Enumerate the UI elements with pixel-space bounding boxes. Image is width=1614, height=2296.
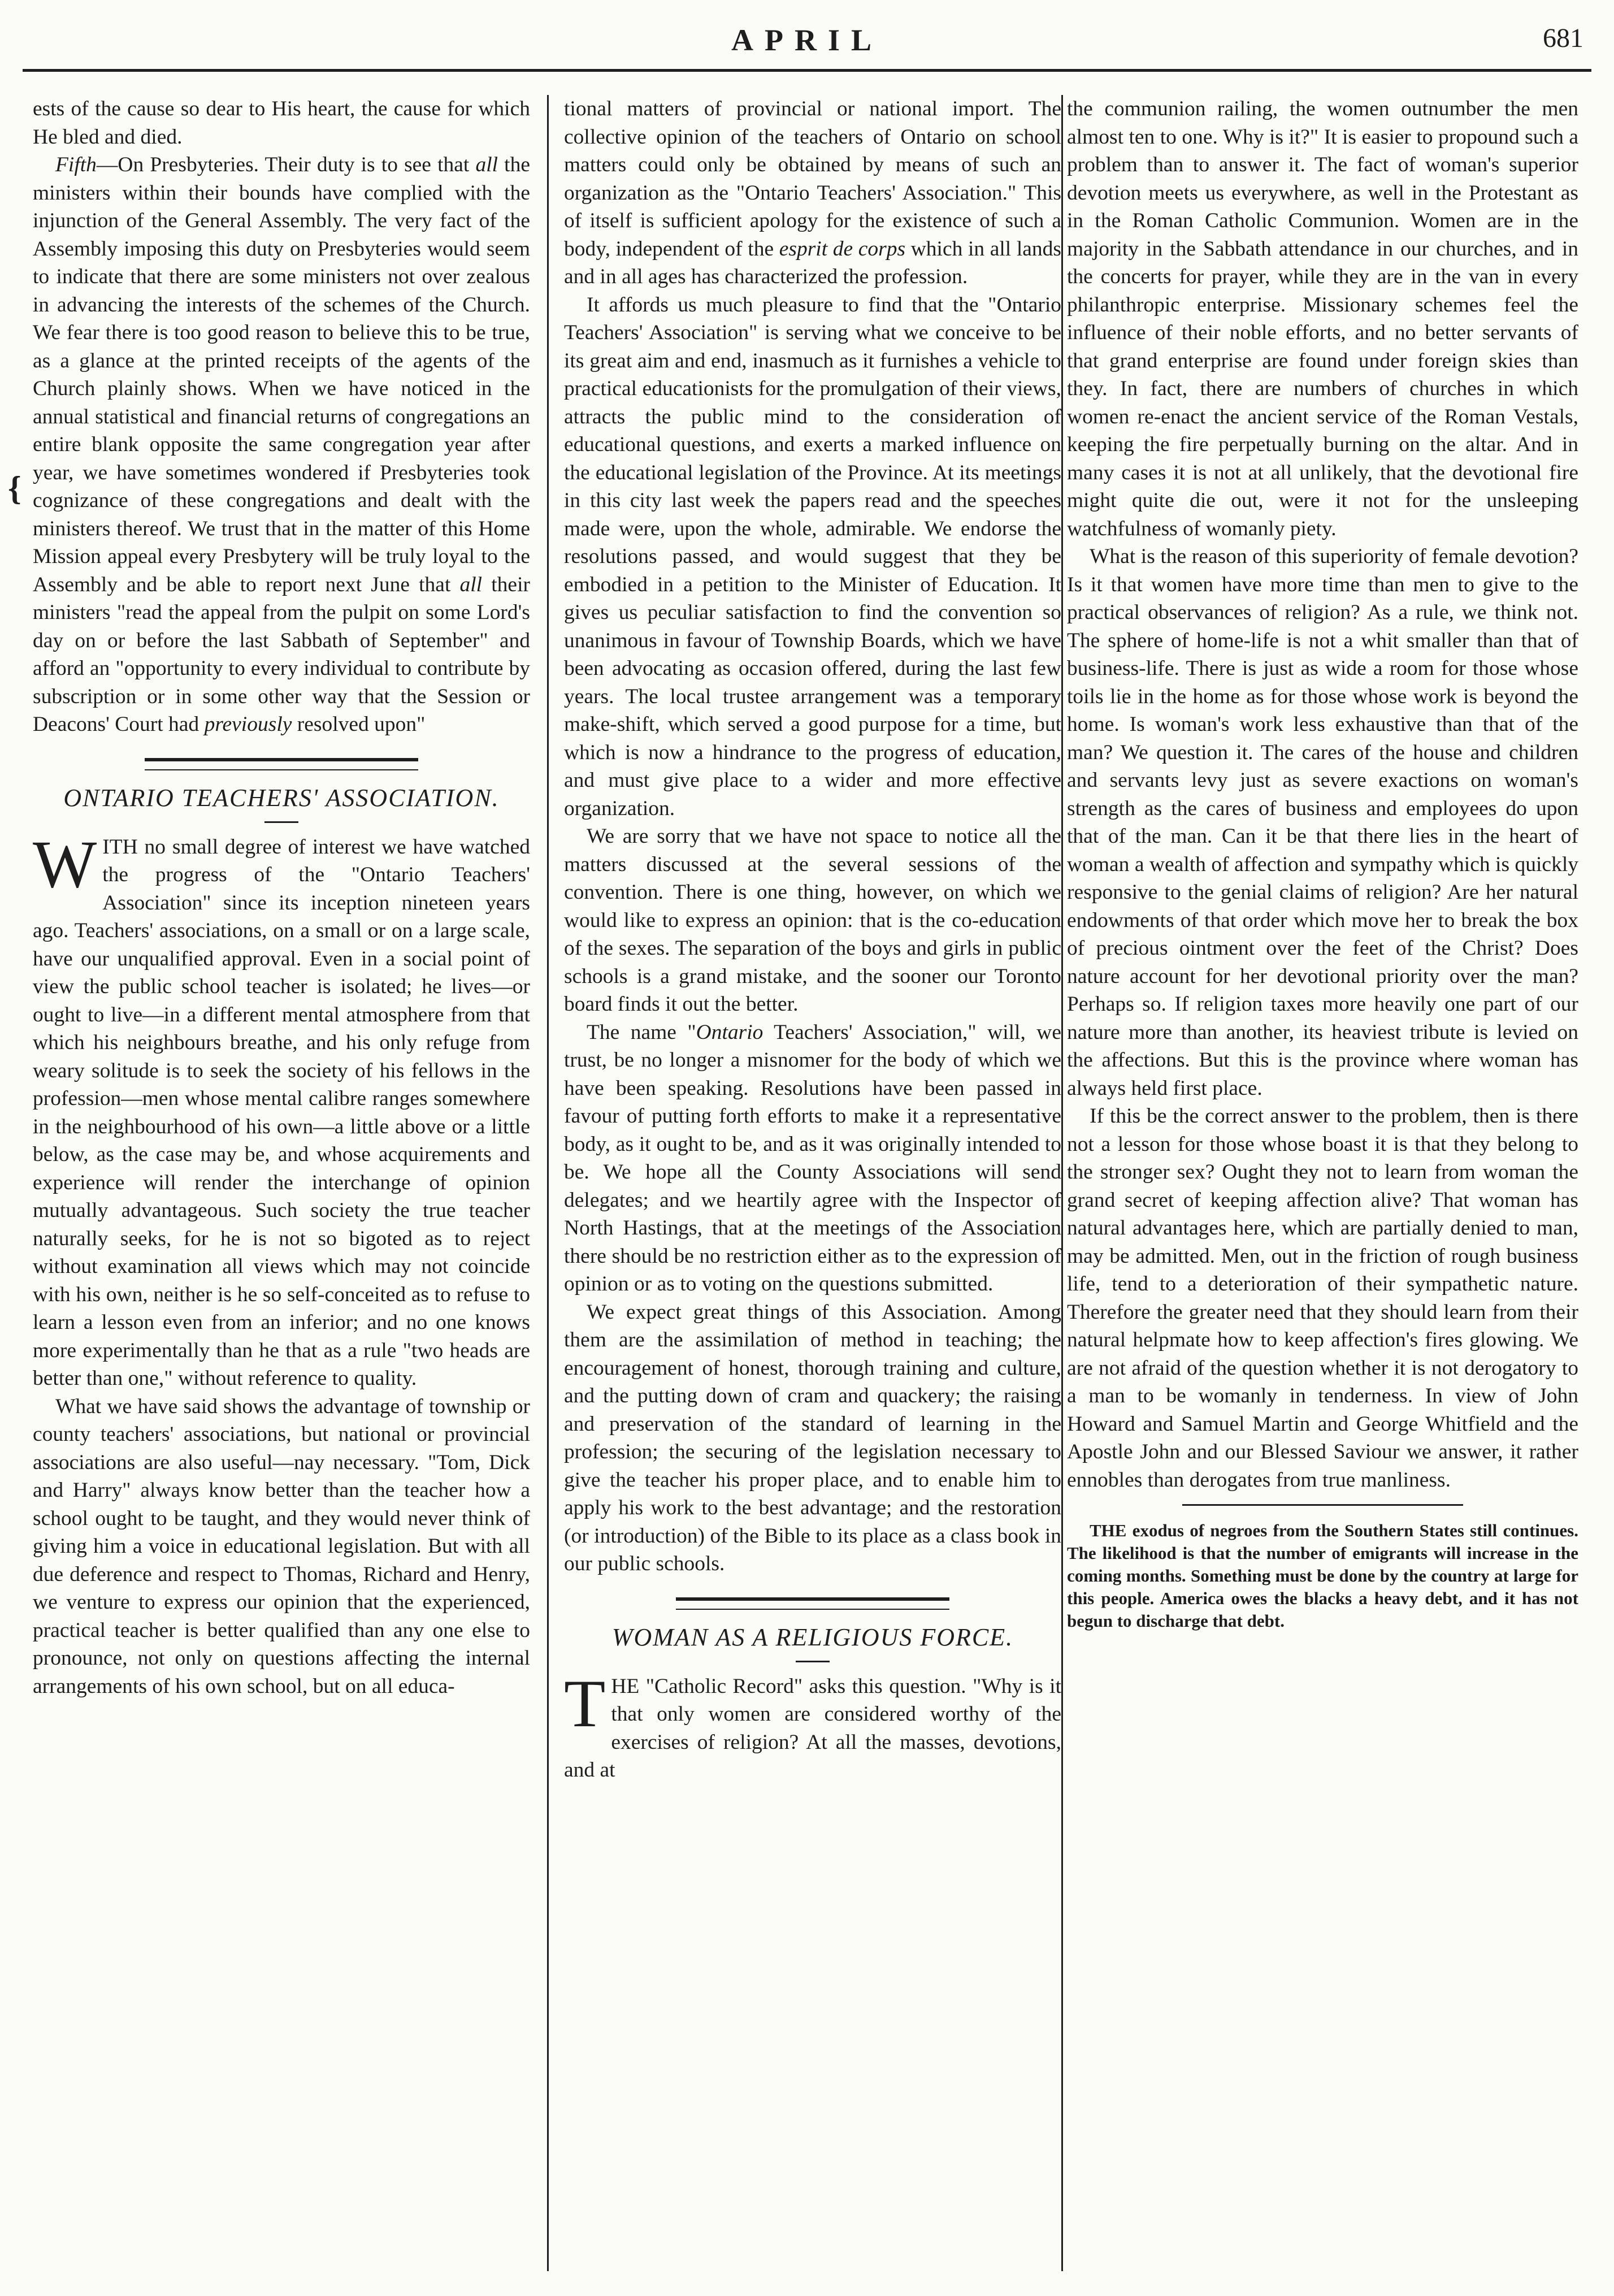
emphasis: all: [475, 153, 498, 176]
paragraph: ests of the cause so dear to His heart, the cause for which He bled and died.: [33, 97, 530, 149]
text-run: ITH no small degree of interest we have watched the progress of the "Ontario Teachers' Association" since its inception nineteen years ago. Teachers' associations, on a small or on a large scale, have our unqualified approval. Even in a social point of view the public school teacher is isolated; he lives—or ought to live—in a different mental atmosphere from that which his neighbours breathe, and his only refuge from weary solitude is to seek the society of his fellows in the profession—men whose mental calibre ranges somewhere in the neighbourhood of his own—a little above or a little below, as the case may be, and whose acquirements and experience will render the interchange of opinion mutually advantageous. Such society the true teacher naturally seeks, for he is not so bigoted as to reject without examination all views which may not coincide with his own, neither is he so self-conceited as to refuse to learn a lesson even from an inferior; and no one knows more experimentally than he that as a rule "two heads are better than one," without reference to quality.: [33, 835, 530, 1390]
footnote-rule: [1182, 1504, 1464, 1506]
paragraph: [564, 1665, 1061, 1784]
drop-cap: T: [564, 1665, 606, 1741]
heading-rule: [264, 821, 298, 823]
margin-mark: {: [8, 470, 21, 507]
text-run: —On Presbyteries. Their duty is to see that: [96, 153, 476, 176]
text-run: HE "Catholic Record" asks this question. "Why is it that only women are considered worthy of the exercises of religion? At all the masses, devotions, and at: [564, 1674, 1061, 1782]
paragraph: [564, 95, 1061, 291]
text-run: their ministers "read the appeal from the pulpit on some Lord's day on or before the last Sabbath of September" and afford an "opportunity to every individual to contribute by subscription or in some other way that the Session or Deacons' Court had: [33, 573, 530, 736]
text-run: which in all lands and in all ages has characterized the profession.: [564, 237, 1061, 288]
column-divider-1: [547, 95, 549, 2271]
paragraph: [33, 826, 530, 1393]
paragraph: We expect great things of this Association. Among them are the assimilation of method in teaching; the encouragement of honest, thorough training and culture, and the putting down of cram and quackery; the raising and preservation of the standard of learning in the profession; the securing of the legislation necessary to give the teacher his proper place, and to enable him to apply his work to the best advantage; and the restoration (or introduction) of the Bible to its place as a class book in our public schools.: [564, 1300, 1061, 1575]
footnote: THE exodus of negroes from the Southern States still continues. The likelihood is that the number of emigrants will increase in the coming months. Something must be done by the country at large for this people. America owes the blacks a heavy debt, and it has not begun to discharge that debt.: [1067, 1520, 1578, 1631]
section-rule: [676, 1597, 949, 1610]
heading-rule: [796, 1661, 830, 1662]
text-run: tional matters of provincial or national import. The collective opinion of the teachers of Ontario on school matters could only be obtained by means of such an organization as the "Ontario Teachers' Association." This of itself is sufficient apology for the existence of such a body, independent of the: [564, 97, 1061, 261]
section-heading: WOMAN AS A RELIGIOUS FORCE.: [611, 1623, 1014, 1651]
text-run: resolved upon": [292, 713, 426, 736]
column-3: [1067, 95, 1578, 2271]
paragraph: It affords us much pleasure to find that the "Ontario Teachers' Association" is serving what we conceive to be its great aim and end, inasmuch as it furnishes a vehicle to practical educationists for the promulgation of their views, attracts the public mind to the consideration of educational questions, and exerts a marked influence on the educational legislation of the Province. At its meetings in this city last week the papers read and the speeches made were, upon the whole, admirable. We endorse the resolutions passed, and would suggest that they be embodied in a petition to the Minister of Education. It gives us peculiar satisfaction to find the convention so unanimous in favour of Township Boards, which we have been advocating as occasion offered, during the last few years. The local trustee arrangement was a temporary make-shift, which served a good purpose for a time, but which is now a hindrance to the progress of education, and must give place to a wider and more effective organization.: [564, 293, 1061, 820]
paragraph: We are sorry that we have not space to notice all the matters discussed at the several sessions of the convention. There is one thing, however, on which we would like to express an opinion: that is the co-education of the sexes. The separation of the boys and girls in public schools is a grand mistake, and the sooner our Toronto board finds it out the better.: [564, 825, 1061, 1016]
text-run: the ministers within their bounds have complied with the injunction of the General Assembly. The very fact of the Assembly imposing this duty on Presbyteries would seem to indicate that there are some ministers not over zealous in advancing the interests of the schemes of the Church. We fear there is too good reason to believe this to be true, as a glance at the printed receipts of the agents of the Church plainly shows. When we have noticed in the annual statistical and financial returns of congregations an entire blank opposite the same congregation year after year, we have sometimes wondered if Presbyteries took cognizance of these congregations and dealt with the ministers thereof. We trust that in the matter of this Home Mission appeal every Presbytery will be truly loyal to the Assembly and be able to report next June that: [33, 153, 530, 596]
column-divider-2: [1061, 95, 1063, 2271]
header-rule: [23, 69, 1591, 72]
paragraph: the communion railing, the women outnumber the men almost ten to one. Why is it?" It is easier to propound such a problem than to answer it. The fact of woman's superior devotion meets us everywhere, as well in the Protestant as in the Roman Catholic Communion. Women are in the majority in the Sabbath attendance in our churches, and in the concerts for prayer, while they are in the van in every philanthropic enterprise. Missionary schemes feel the influence of their noble efforts, and no better servants of that grand enterprise are found under foreign skies than they. In fact, there are numbers of churches in which women re-enact the ancient service of the Roman Vestals, keeping the fire perpetually burning on the altar. And in many cases it is not at all unlikely, that the devotional fire might quite die out, were it not for the unsleeping watchfulness of womanly piety.: [1067, 97, 1578, 540]
paragraph: What is the reason of this superiority of female devotion? Is it that women have more time than men to give to the practical observances of religion? As a rule, we think not. The sphere of home-life is not a whit smaller than that of business-life. There is just as wide a room for those whose toils lie in the home as for those whose work is beyond the home. Is woman's work less exhaustive than that of the man? We question it. The cares of the house and children and servants levy just as severe exactions on woman's strength as the cares of business and employees do upon that of the man. Can it be that there lies in the heart of woman a wealth of affection and sympathy which is quickly responsive to the genial claims of religion? Are her natural endowments of that order which move her to break the box of precious ointment over the feet of the Christ? Does nature account for her devotional priority over the man? Perhaps so. If religion taxes more heavily one part of our nature more than another, its heaviest tribute is levied on the affections. But this is the province where woman has always held first place.: [1067, 545, 1578, 1100]
text-run: The name ": [587, 1020, 696, 1044]
column-2: [564, 95, 1061, 2271]
emphasis: esprit de corps: [779, 237, 906, 261]
text-run: Teachers' Association," will, we trust, be no longer a misnomer for the body of which we have been speaking. Resolutions have been passed in favour of putting forth efforts to make it a representative body, as it ought to be, and as it was originally intended to be. We hope all the County Associations will send delegates; and we heartily agree with the Inspector of North Hastings, that at the meetings of the Association there should be no restriction either as to the expression of opinion or as to voting on the questions submitted.: [564, 1020, 1061, 1296]
section-heading: ONTARIO TEACHERS' ASSOCIATION.: [63, 783, 500, 812]
page-number: 681: [1543, 23, 1583, 53]
drop-cap: W: [33, 826, 97, 902]
running-title: APRIL: [731, 23, 883, 57]
paragraph: [33, 151, 530, 739]
paragraph: If this be the correct answer to the problem, then is there not a lesson for those whose boast it is that they belong to the stronger sex? Ought they not to learn from woman the grand secret of keeping affection alive? That woman has natural advantages here, which are partially denied to man, may be admitted. Men, out in the friction of rough business life, tend to a deterioration of their sympathetic nature. Therefore the greater need that they should learn from their natural helpmate how to keep affection's fires glowing. We are not afraid of the question whether it is not derogatory to a man to be womanly in tenderness. In view of John Howard and Samuel Martin and George Whitfield and the Apostle John and our Blessed Saviour we answer, it rather ennobles than derogates from true manliness.: [1067, 1104, 1578, 1492]
column-1: [33, 95, 530, 2271]
emphasis: Ontario: [696, 1020, 763, 1044]
emphasis: previously: [204, 713, 292, 736]
emphasis: all: [459, 573, 483, 596]
emphasis: Fifth: [55, 153, 97, 176]
section-rule: [145, 758, 418, 770]
paragraph: [564, 1019, 1061, 1298]
paragraph: What we have said shows the advantage of township or county teachers' associations, but national or provincial associations are also useful—nay necessary. "Tom, Dick and Harry" always know better than the teacher how a school ought to be taught, and they would never think of giving him a voice in educational legislation. But with all due deference and respect to Thomas, Richard and Henry, we venture to express our opinion that the experienced, practical teacher is better qualified than any one else to pronounce, not only on questions affecting the internal arrangements of his own school, but on all educa-: [33, 1394, 530, 1698]
page-header: [23, 23, 1591, 73]
